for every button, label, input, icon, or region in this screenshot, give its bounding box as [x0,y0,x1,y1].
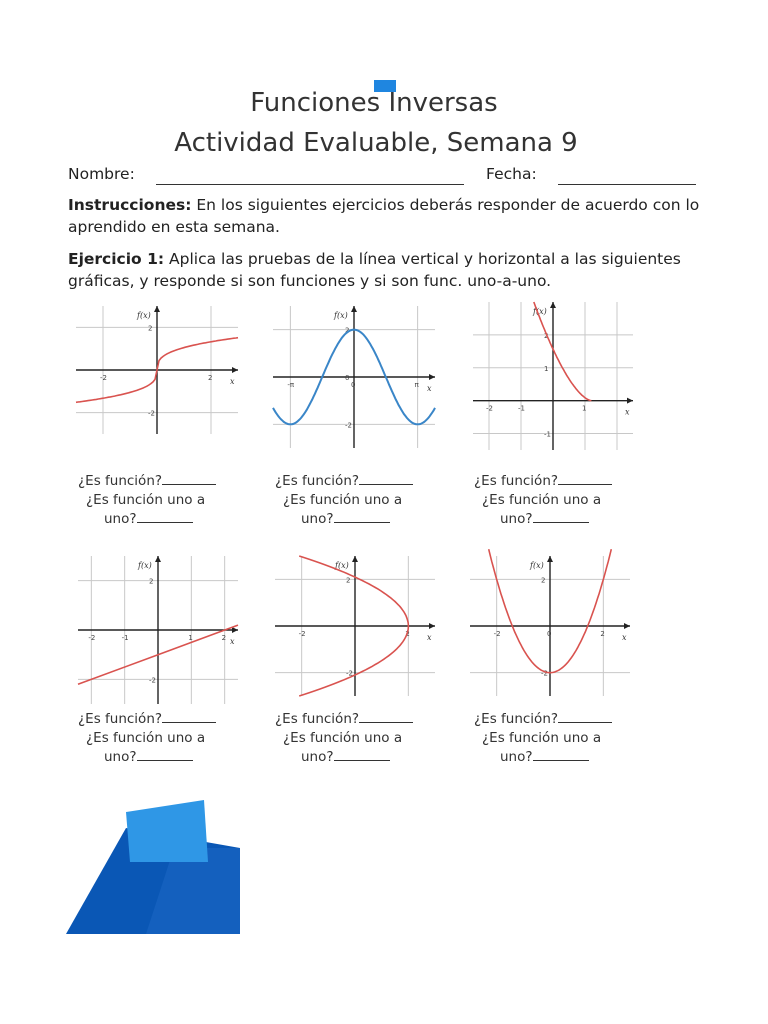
instructions-paragraph [68,194,708,238]
answer-blank[interactable] [162,722,216,723]
answer-blank[interactable] [162,484,216,485]
question-block-4 [78,710,216,767]
question-one-to-one: ¿Es función uno a [283,730,403,746]
question-one-to-one: ¿Es función uno a [86,730,206,746]
question-one-to-one: ¿Es función uno a [482,492,602,508]
x-tick-label: 2 [221,634,227,642]
x-axis-label: x [625,407,630,417]
y-tick-label: 2 [149,577,154,586]
y-axis-label: f(x) [137,311,151,320]
y-axis-arrow [547,556,553,562]
question-is-function: ¿Es función? [275,711,360,727]
x-tick-label: 1 [582,404,587,413]
question-block-3 [474,472,612,529]
x-axis-label: x [622,633,627,642]
name-blank[interactable] [156,184,464,185]
x-axis-label: x [427,384,432,393]
y-axis-label: f(x) [334,311,348,320]
x-axis-label: x [427,633,432,642]
y-tick-label: 2 [148,324,153,333]
graph-4 [78,556,238,704]
exercise-1-label: Ejercicio 1: [68,250,165,268]
x-tick-label: -2 [298,630,306,638]
graph-3 [473,302,633,450]
question-one-to-one-end: uno? [104,511,137,527]
worksheet-title: Funciones Inversas [250,88,498,118]
question-one-to-one-end: uno? [301,511,334,527]
y-tick-label: 0 [345,374,350,382]
x-axis-arrow [429,374,435,380]
x-tick-label: 0 [351,381,356,389]
answer-blank[interactable] [533,522,589,523]
question-one-to-one-end: uno? [104,749,137,765]
x-tick-label: -2 [486,404,493,413]
exercise-1-text: Aplica las pruebas de la línea vertical y horizontal a las siguientes gráficas, y responde si son funciones y si son func. uno-a-uno. [68,250,681,290]
question-is-function: ¿Es función? [474,711,559,727]
graph-1 [76,306,238,434]
y-tick-label: -2 [346,669,353,678]
question-one-to-one: ¿Es función uno a [86,492,206,508]
y-tick-label: 1 [544,364,549,373]
answer-blank[interactable] [558,722,612,723]
answer-blank[interactable] [334,522,390,523]
y-axis-label: f(x) [138,561,152,570]
answer-blank[interactable] [359,484,413,485]
x-tick-label: 1 [188,634,193,642]
question-is-function: ¿Es función? [78,473,163,489]
x-tick-label: 2 [405,630,410,638]
x-axis-arrow [429,623,435,629]
answer-blank[interactable] [359,722,413,723]
y-tick-label: -2 [149,676,156,685]
answer-blank[interactable] [137,522,193,523]
question-one-to-one-end: uno? [500,511,533,527]
x-tick-label: -2 [100,374,107,382]
graph-2 [273,306,435,448]
y-tick-label: -1 [544,430,551,439]
exercise-1-paragraph [68,248,708,292]
x-axis-arrow [624,623,630,629]
x-axis-arrow [232,627,238,633]
y-tick-label: 2 [346,576,351,585]
instructions-text: En los siguientes ejercicios deberás responder de acuerdo con lo aprendido en esta semana. [68,196,700,236]
x-axis-arrow [627,398,633,404]
x-tick-label: -1 [518,404,525,413]
y-axis-arrow [351,306,357,312]
x-tick-label: π [414,381,419,389]
x-tick-label: -π [287,381,295,389]
question-block-6 [474,710,612,767]
y-axis-arrow [155,556,161,562]
y-axis-arrow [154,306,160,312]
question-block-5 [275,710,413,767]
logo-light-shape [126,800,208,862]
question-is-function: ¿Es función? [474,473,559,489]
question-one-to-one-end: uno? [500,749,533,765]
x-tick-label: -2 [493,630,501,638]
y-tick-label: 2 [544,331,549,340]
x-axis-label: x [230,377,235,386]
x-tick-label: -2 [88,634,96,642]
y-tick-label: 2 [541,576,546,585]
x-tick-label: 2 [600,630,605,638]
y-axis-arrow [352,556,358,562]
question-is-function: ¿Es función? [275,473,360,489]
x-axis-label: x [230,637,235,646]
y-tick-label: 2 [345,326,350,335]
x-tick-label: 0 [547,630,552,638]
graph-5 [275,556,435,696]
question-block-2 [275,472,413,529]
x-axis-arrow [232,367,238,373]
brand-logo [66,798,242,936]
y-tick-label: -2 [148,409,155,418]
answer-blank[interactable] [558,484,612,485]
date-label: Fecha: [486,165,537,183]
question-one-to-one: ¿Es función uno a [482,730,602,746]
answer-blank[interactable] [533,760,589,761]
x-tick-label: 2 [208,374,213,382]
name-label: Nombre: [68,165,135,183]
y-axis-arrow [550,302,556,308]
question-block-1 [78,472,216,529]
y-axis-label: f(x) [335,561,349,570]
graph-6 [470,556,630,696]
question-one-to-one-end: uno? [301,749,334,765]
y-axis-label: f(x) [530,561,544,570]
instructions-label: Instrucciones: [68,196,192,214]
x-tick-label: -1 [121,634,129,642]
date-blank[interactable] [558,184,696,185]
y-tick-label: -2 [541,669,548,678]
worksheet-subtitle: Actividad Evaluable, Semana 9 [174,128,578,158]
function-curve [534,302,592,401]
question-one-to-one: ¿Es función uno a [283,492,403,508]
answer-blank[interactable] [334,760,390,761]
answer-blank[interactable] [137,760,193,761]
y-axis-label: f(x) [533,307,547,316]
question-is-function: ¿Es función? [78,711,163,727]
y-tick-label: -2 [345,421,352,430]
